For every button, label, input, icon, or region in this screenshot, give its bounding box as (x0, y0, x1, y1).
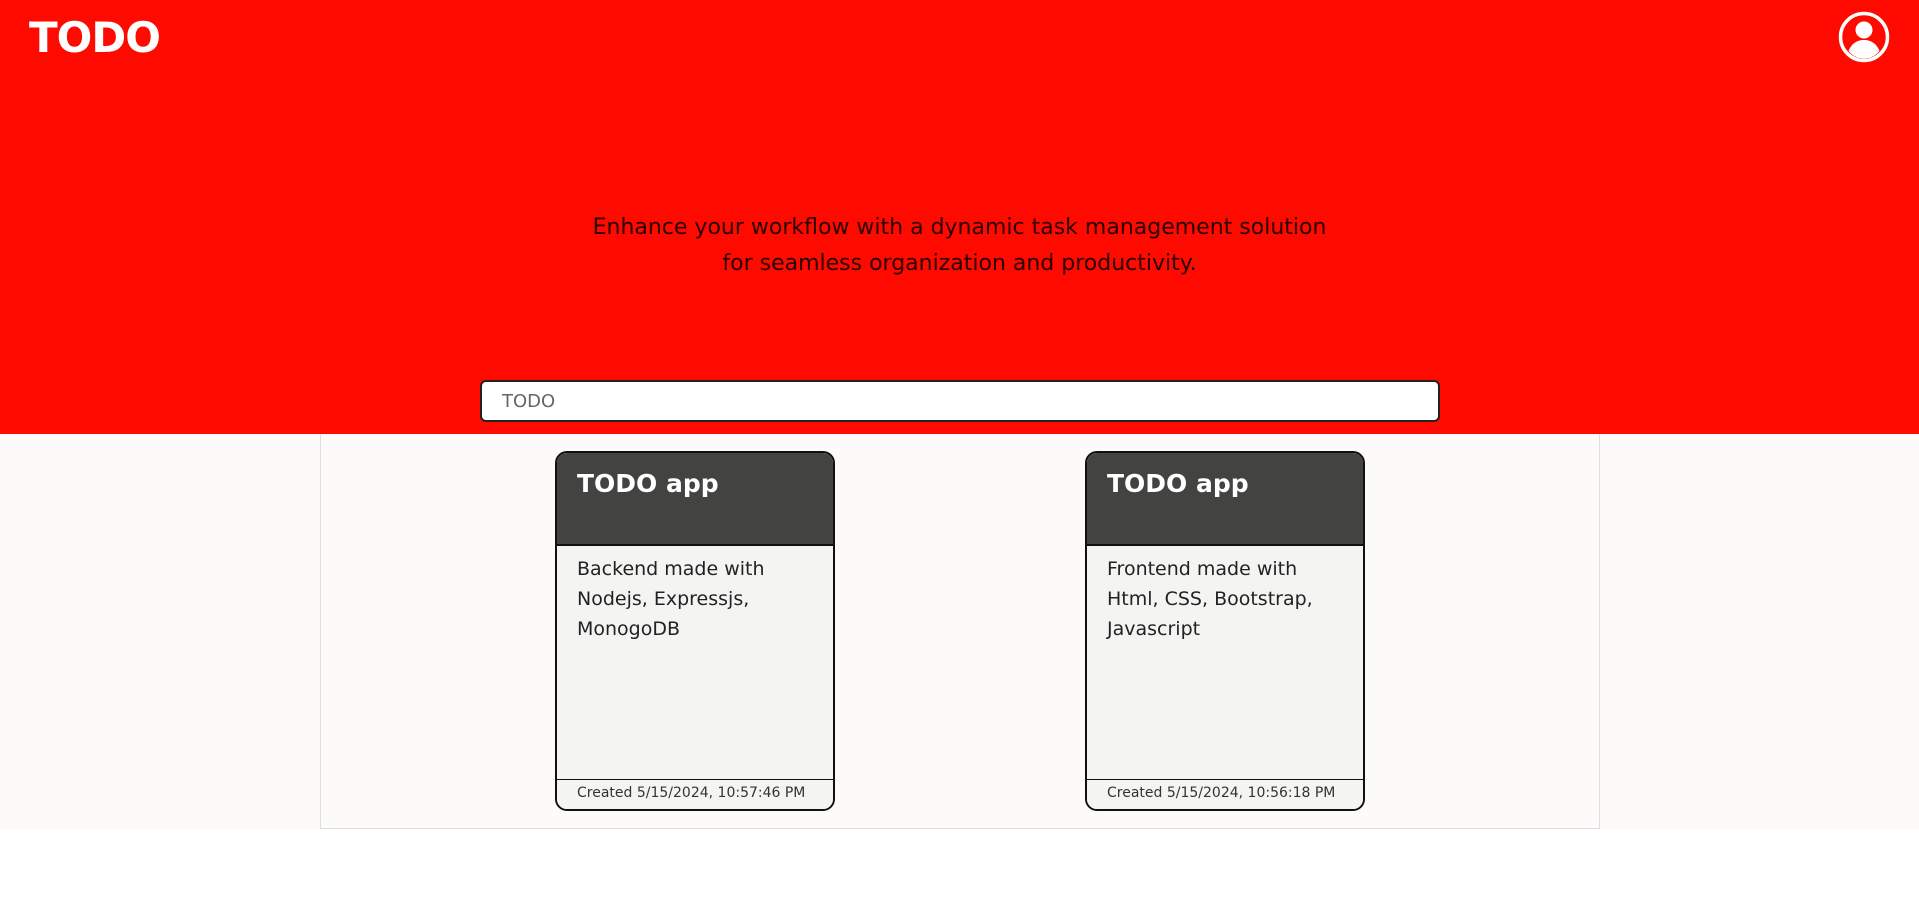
card-body-line: Nodejs, Expressjs, (577, 588, 750, 610)
card-created-timestamp: Created 5/15/2024, 10:56:18 PM (1087, 779, 1363, 809)
user-avatar-button[interactable] (1838, 11, 1890, 63)
tagline-line-2: for seamless organization and productivity. (722, 251, 1197, 276)
card-body-line: Backend made with (577, 558, 765, 580)
hero-tagline (0, 210, 1919, 282)
cards-panel (320, 434, 1600, 829)
user-circle-icon (1838, 11, 1890, 63)
card-body-line: MonogoDB (577, 618, 681, 640)
card-body-line: Html, CSS, Bootstrap, (1107, 588, 1313, 610)
card-header (1087, 453, 1363, 546)
todo-card[interactable] (555, 451, 835, 811)
card-body-line: Frontend made with (1107, 558, 1298, 580)
card-title: TODO app (1107, 469, 1249, 498)
todo-search-input[interactable] (480, 380, 1440, 422)
card-title: TODO app (577, 469, 719, 498)
logo[interactable]: TODO (29, 13, 160, 62)
tagline-line-1: Enhance your workflow with a dynamic task management solution (592, 215, 1327, 240)
todo-card[interactable] (1085, 451, 1365, 811)
card-body (557, 546, 833, 779)
card-body (1087, 546, 1363, 779)
card-created-timestamp: Created 5/15/2024, 10:57:46 PM (557, 779, 833, 809)
card-header (557, 453, 833, 546)
card-body-line: Javascript (1107, 618, 1201, 640)
